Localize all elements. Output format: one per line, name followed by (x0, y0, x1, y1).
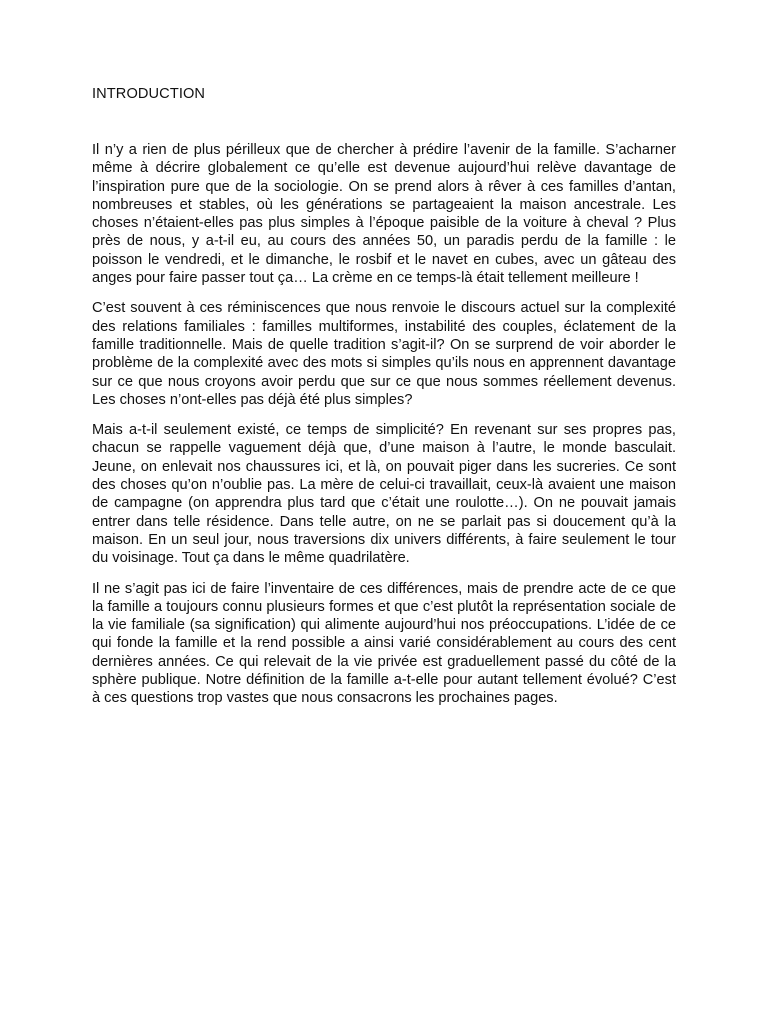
paragraph-4: Il ne s’agit pas ici de faire l’inventaire de ces différences, mais de prendre acte de ce que la famille a toujours connu plusieurs formes et que c’est plutôt la représentation sociale de la vie familiale (sa signification) qui alimente aujourd’hui nos préoccupations. L’idée de ce qui fonde la famille et la rend possible a ainsi varié considérablement au cours des cent dernières années. Ce qui relevait de la vie privée est graduellement passé du côté de la sphère publique. Notre définition de la famille a-t-elle pour autant tellement évolué? C’est à ces questions trop vastes que nous consacrons les prochaines pages. (92, 580, 676, 707)
paragraph-3: Mais a-t-il seulement existé, ce temps de simplicité? En revenant sur ses propres pas, chacun se rappelle vaguement déjà que, d’une maison à l’autre, le monde basculait. Jeune, on enlevait nos chaussures ici, et là, on pouvait piger dans les sucreries. Ce sont des choses qu’on n’oublie pas. La mère de celui-ci travaillait, ceux-là avaient une maison de campagne (on apprendra plus tard que c’était une roulotte…). On ne pouvait jamais entrer dans telle résidence. Dans telle autre, on ne se parlait pas si doucement qu’à la maison. En un seul jour, nous traversions dix univers différents, à faire seulement le tour du voisinage. Tout ça dans le même quadrilatère. (92, 422, 676, 567)
body-text (92, 141, 676, 720)
paragraph-2: C’est souvent à ces réminiscences que nous renvoie le discours actuel sur la complexité des relations familiales : familles multiformes, instabilité des couples, éclatement de la famille traditionnelle. Mais de quelle tradition s’agit-il? On se surprend de voir aborder le problème de la complexité avec des mots si simples qu’ils nous en apprennent davantage sur ce que nous croyons avoir perdu que sur ce que nous sommes réellement devenus. Les choses n’ont-elles pas déjà été plus simples? (92, 300, 676, 408)
paragraph-1: Il n’y a rien de plus périlleux que de chercher à prédire l’avenir de la famille. S’acharner même à décrire globalement ce qu’elle est devenue aujourd’hui relève davantage de l’inspiration pure que de la sociologie. On se prend alors à rêver à ces familles d’antan, nombreuses et stables, où les générations se partageaient la maison ancestrale. Les choses n’étaient-elles pas plus simples à l’époque paisible de la voiture à cheval ? Plus près de nous, y a-t-il eu, au cours des années 50, un paradis perdu de la famille : le poisson le vendredi, et le dimanche, le rosbif et le navet en cubes, avec un gâteau des anges pour faire passer tout ça… La crème en ce temps-là était tellement meilleure ! (92, 142, 676, 287)
section-heading: INTRODUCTION (92, 86, 206, 102)
